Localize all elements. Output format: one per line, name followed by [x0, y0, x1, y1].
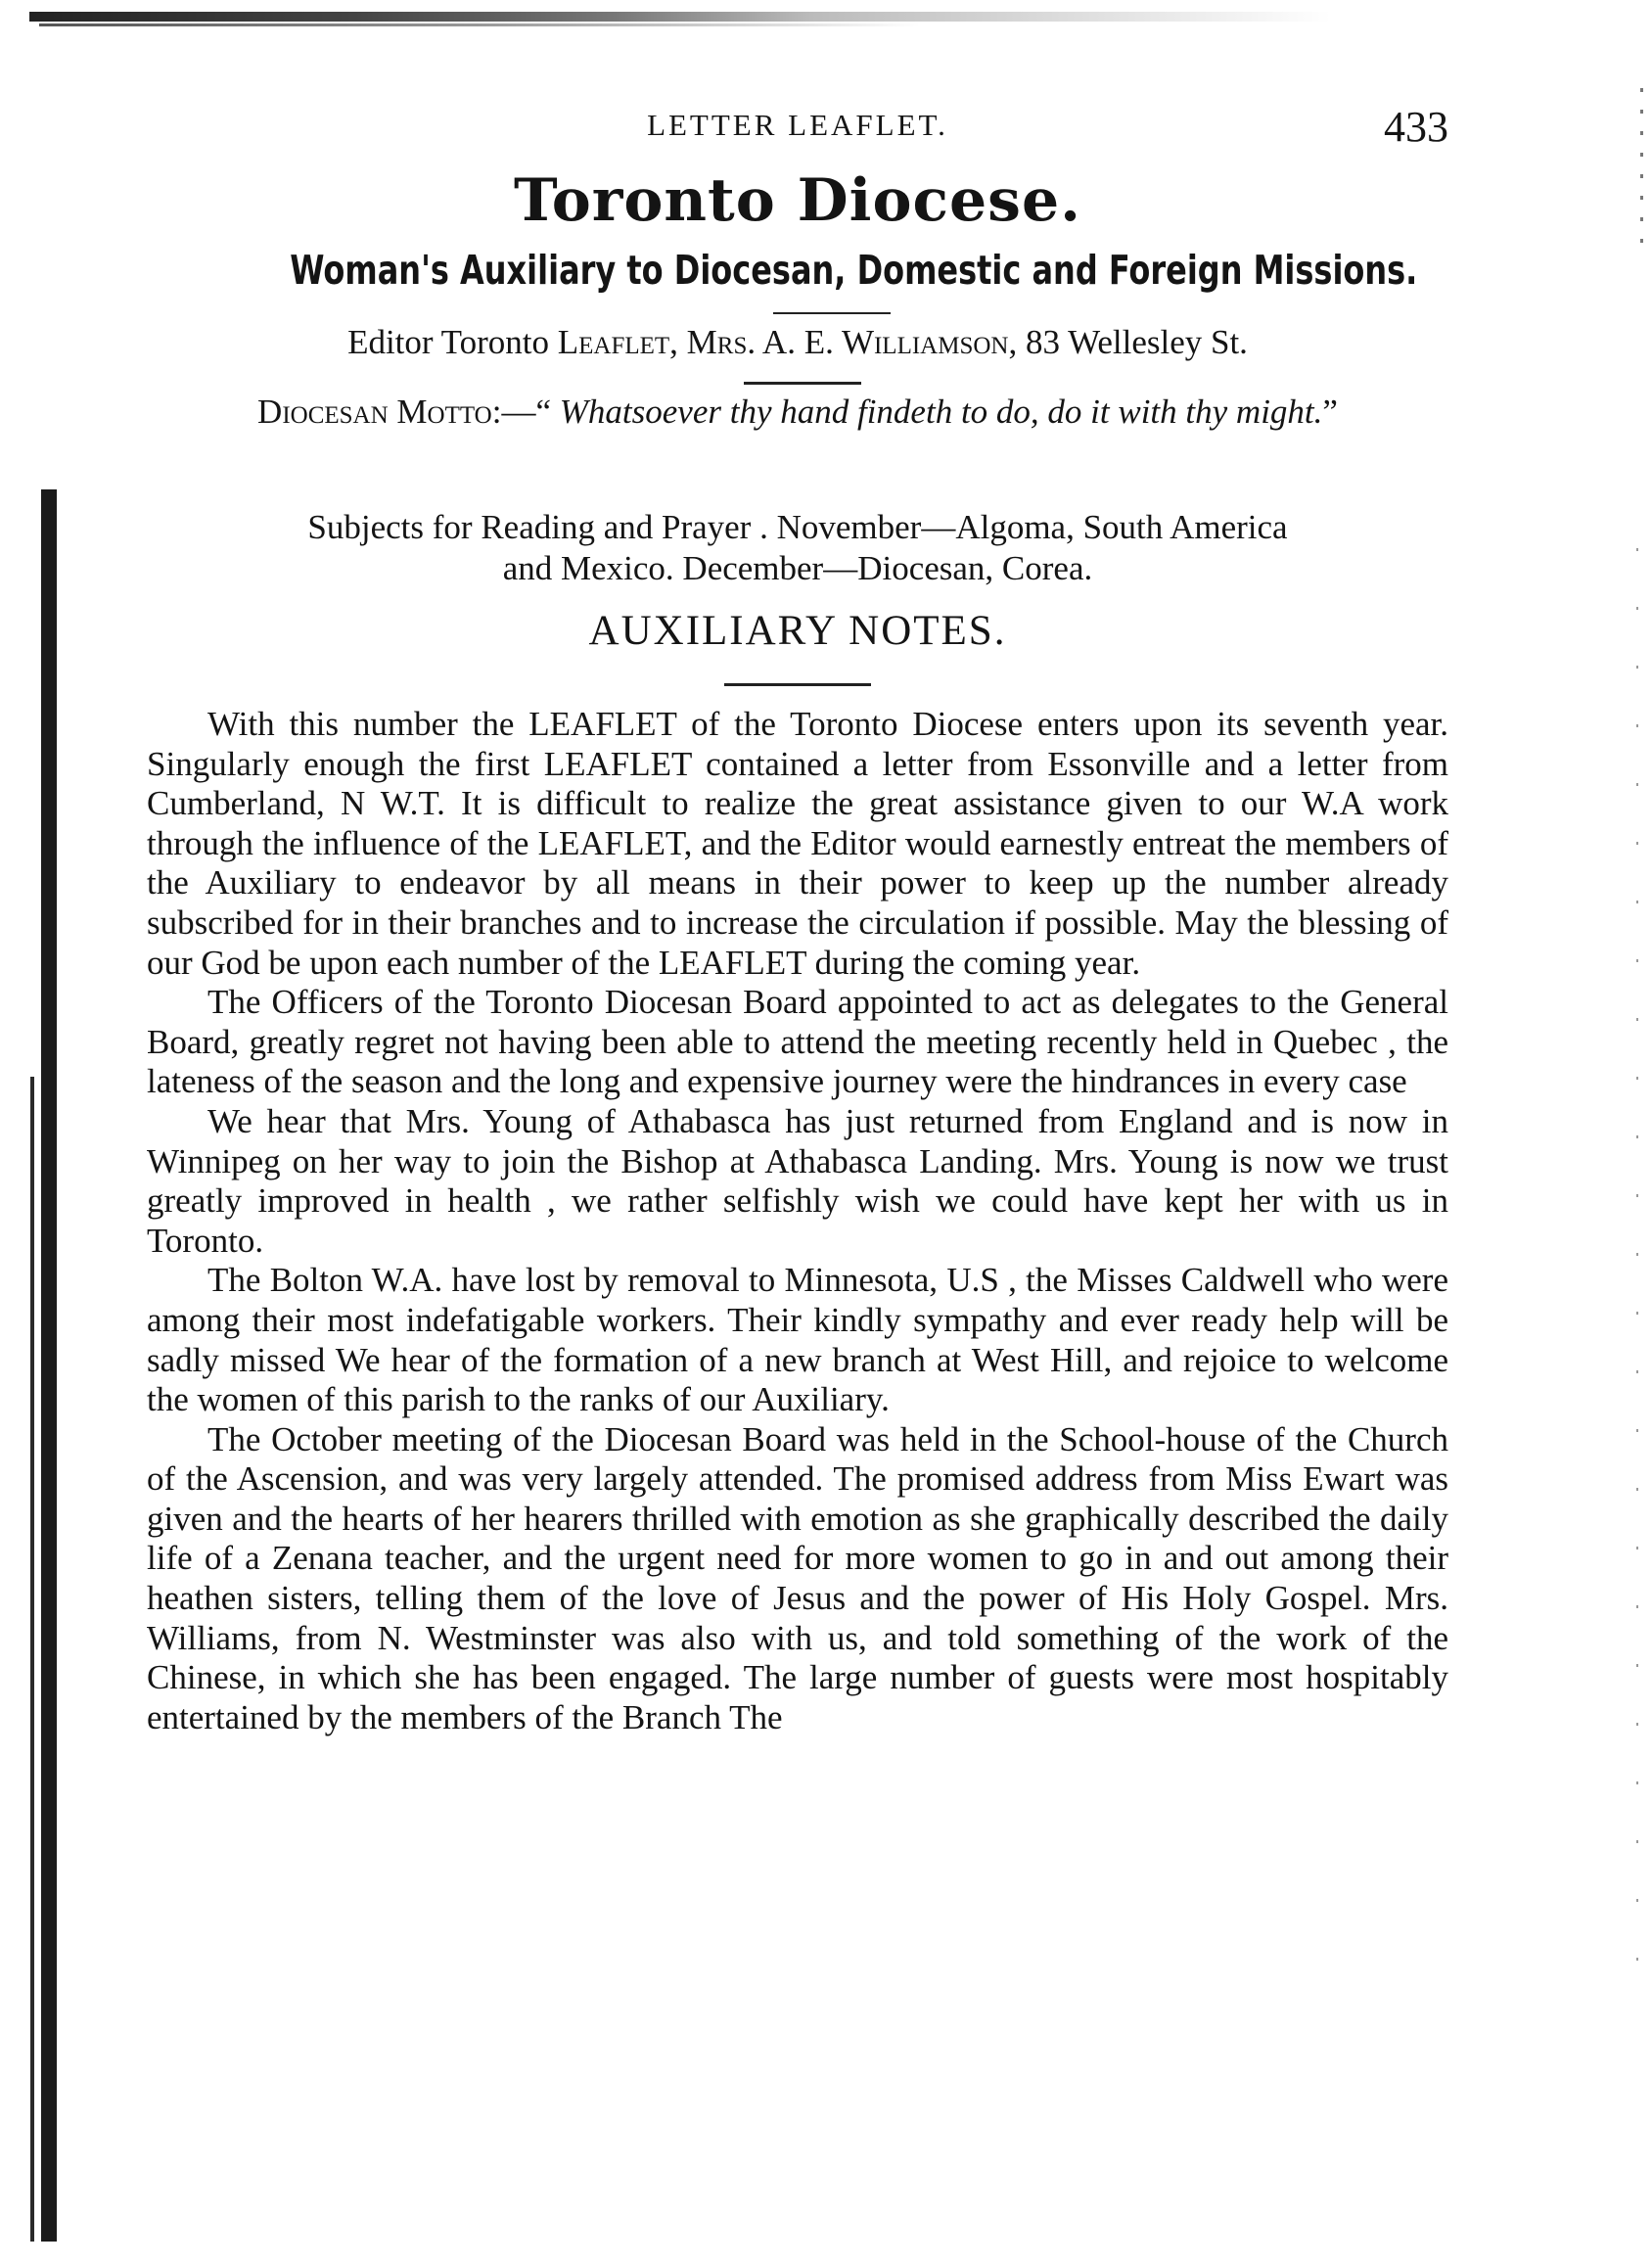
binding-shadow-thin [30, 1077, 34, 2242]
page-number: 433 [1384, 103, 1448, 151]
subjects-line-2: and Mexico. December—Diocesan, Corea. [502, 549, 1093, 587]
running-head-title: LETTER LEAFLET. [647, 108, 948, 142]
scan-edge-right-marks [1640, 88, 1643, 245]
binding-shadow [41, 489, 57, 2242]
paragraph: We hear that Mrs. Young of Athabasca has just returned from England and is now in Winnipeg on her way to join the Bishop at Athabasca Landing. Mrs. Young is now we trust greatly improved in health , we rather selfishly wish we could have kept her with us in Toronto. [147, 1101, 1448, 1260]
subjects-line-1: Subjects for Reading and Prayer . November—Algoma, South America [307, 508, 1288, 546]
section-heading: AUXILIARY NOTES. [588, 608, 1007, 654]
paragraph: The October meeting of the Diocesan Board was held in the School-house of the Church of the Ascension, and was very largely attended. The promised address from Miss Ewart was given and the hearts of her hearers thrilled with emotion as she graphically described the daily life of a Zenana teacher, and the urgent need for more women to go in and out among their heathen sisters, telling them of the love of Jesus and the power of His Holy Gospel. Mrs. Williams, from N. Westminster was also with us, and told something of the work of the Chinese, in which she has been engaged. The large number of guests were most hospitably entertained by the members of the Branch The [147, 1419, 1448, 1736]
scan-edge-top [29, 12, 1331, 22]
running-head [147, 103, 1448, 166]
paragraph: With this number the LEAFLET of the Toronto Diocese enters upon its seventh year. Singularly enough the first LEAFLET contained a letter from Essonville and a letter from Cumberland, N W.T. It is difficult to realize the great assistance given to our W.A work through the influence of the LEAFLET, and the Editor would earnestly entreat the members of the Auxiliary to endeavor by all means in their power to keep up the number already subscribed for in their branches and to increase the circulation if possible. May the blessing of our God be upon each number of the LEAFLET during the coming year. [147, 705, 1448, 982]
editor-name: Mrs. A. E. Williamson [686, 323, 1009, 361]
motto-close: ” [1322, 393, 1338, 431]
divider-rule [724, 683, 871, 686]
paragraph: The Officers of the Toronto Diocesan Board appointed to act as delegates to the General Board, greatly regret not having been able to attend the meeting recently held in Quebec , the lateness of the season and the long and expensive journey were the hindrances in every case [147, 983, 1448, 1101]
paragraph: The Bolton W.A. have lost by removal to Minnesota, U.S , the Misses Caldwell who were among their most indefatigable workers. Their kindly sympathy and ever ready help will be sadly missed We hear of the formation of a new branch at West Hill, and rejoice to welcome the women of this parish to the ranks of our Auxiliary. [147, 1261, 1448, 1419]
scan-edge-top-faint [39, 23, 920, 26]
divider-rule [744, 382, 861, 385]
editor-line [147, 323, 1448, 362]
motto-separator: :—“ [491, 393, 560, 431]
diocese-title: Toronto Diocese. [513, 166, 1082, 235]
subjects-for-prayer [147, 507, 1448, 589]
scan-edge-right-marks-lower [1636, 548, 1638, 2016]
motto-label: Diocesan Motto [257, 393, 492, 431]
motto-quote: Whatsoever thy hand findeth to do, do it with thy might. [559, 393, 1323, 431]
editor-comma: , [669, 323, 687, 361]
editor-address: , 83 Wellesley St. [1008, 323, 1248, 361]
auxiliary-heading: Woman's Auxiliary to Diocesan, Domestic and Foreign Missions. [290, 247, 1418, 294]
article-body [147, 705, 1448, 1737]
editor-leaflet: Leaflet [557, 323, 670, 361]
editor-prefix: Editor Toronto [347, 323, 558, 361]
diocesan-motto [147, 392, 1448, 433]
divider-rule [773, 312, 891, 314]
